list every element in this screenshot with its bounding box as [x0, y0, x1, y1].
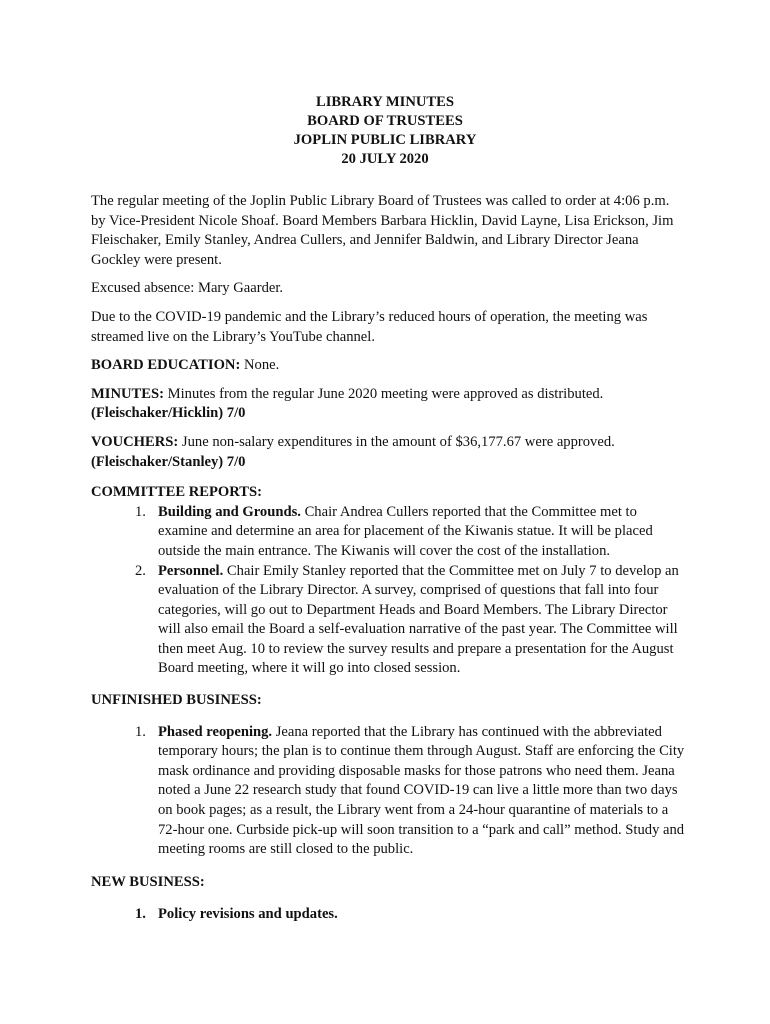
vouchers-section — [91, 433, 687, 472]
item-number: 2. — [135, 562, 146, 579]
committee-reports-heading: COMMITTEE REPORTS: — [91, 484, 262, 501]
document-title — [0, 93, 770, 169]
unfinished-business-heading: UNFINISHED BUSINESS: — [91, 692, 262, 709]
document-body — [91, 192, 687, 925]
item-text: Chair Emily Stanley reported that the Committee met on July 7 to develop an evaluation of the Library Director. A survey, comprised of questions that fall into four categories, will go out to Department Heads and Board Members. The Library Director will also email the Board a self-evaluation narrative of the past year. The Committee will then meet Aug. 10 to review the survey results and prepare a presentation for the August Board meeting, where it will go into closed session. — [158, 562, 679, 677]
unfinished-business-list — [91, 723, 687, 860]
intro-paragraph: The regular meeting of the Joplin Public Library Board of Trustees was called to order at 4:06 p.m. by Vice-President Nicole Shoaf. Board Members Barbara Hicklin, David Layne, Lisa Erickson, Jim Fleischaker, Emily Stanley, Andrea Cullers, and Jennifer Baldwin, and Library Director Jeana Gockley were present. — [91, 193, 674, 268]
excused-absence: Excused absence: Mary Gaarder. — [91, 280, 284, 297]
vouchers-label: VOUCHERS: — [91, 433, 179, 450]
item-number: 1. — [135, 906, 146, 923]
item-title: Phased reopening. — [158, 723, 273, 740]
vouchers-text: June non-salary expenditures in the amount of $36,177.67 were approved. — [178, 433, 615, 450]
minutes-section — [91, 385, 687, 424]
minutes-label: MINUTES: — [91, 385, 164, 402]
list-item — [91, 905, 687, 925]
item-title: Personnel. — [158, 562, 224, 579]
committee-reports-list — [91, 503, 687, 679]
covid-note: Due to the COVID-19 pandemic and the Library’s reduced hours of operation, the meeting was streamed live on the Library’s YouTube channel. — [91, 308, 648, 345]
board-education-label: BOARD EDUCATION: — [91, 357, 241, 374]
minutes-text: Minutes from the regular June 2020 meeting were approved as distributed. — [163, 385, 604, 402]
title-line-3: JOPLIN PUBLIC LIBRARY — [293, 132, 477, 148]
item-number: 1. — [135, 723, 146, 740]
minutes-vote: (Fleischaker/Hicklin) 7/0 — [91, 405, 246, 422]
item-text: Jeana reported that the Library has continued with the abbreviated temporary hours; the plan is to continue them through August. Staff are enforcing the City mask ordinance and providing disposable masks for those patrons who need them. Jeana noted a June 22 research study that found COVID-19 can live a little more than two days on book pages; as a result, the Library went from a 24-hour quarantine of materials to a 72-hour one. Curbside pick-up will soon transition to a “park and call” method. Study and meeting rooms are still closed to the public. — [158, 723, 685, 858]
title-line-1: LIBRARY MINUTES — [315, 94, 454, 110]
title-line-2: BOARD OF TRUSTEES — [307, 113, 463, 129]
item-title: Building and Grounds. — [158, 503, 301, 520]
item-text: Chair Andrea Cullers reported that the Committee met to examine and determine an area for placement of the Kiwanis statue. It will be placed outside the main entrance. The Kiwanis will cover the cost of the installation. — [158, 503, 653, 559]
list-item — [91, 562, 687, 680]
title-line-4: 20 JULY 2020 — [341, 151, 429, 167]
vouchers-vote: (Fleischaker/Stanley) 7/0 — [91, 453, 246, 470]
new-business-list — [91, 905, 687, 925]
new-business-heading: NEW BUSINESS: — [91, 873, 205, 890]
board-education — [91, 356, 687, 376]
board-education-text: None. — [240, 357, 280, 374]
item-title: Policy revisions and updates. — [158, 906, 338, 923]
item-number: 1. — [135, 503, 146, 520]
list-item — [91, 723, 687, 860]
list-item — [91, 503, 687, 562]
